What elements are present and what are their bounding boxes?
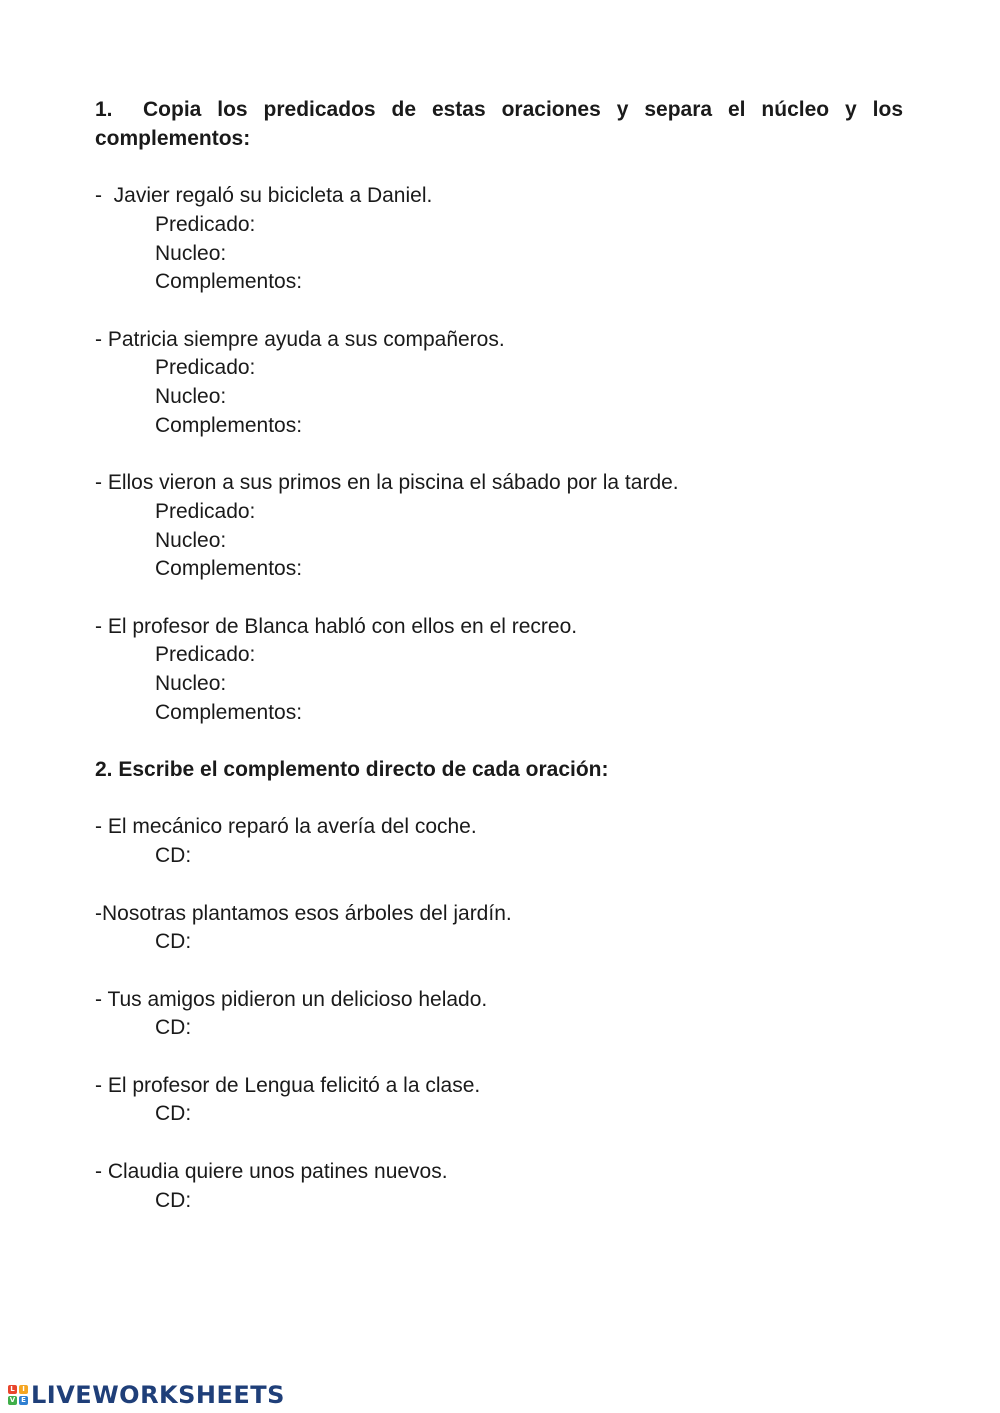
q2-sentence: - El mecánico reparó la avería del coche. <box>95 815 477 839</box>
q1-sentence: - El profesor de Blanca habló con ellos en el recreo. <box>95 614 578 638</box>
question-1-title <box>95 96 903 153</box>
nucleo-label: Nucleo: <box>155 385 227 408</box>
predicado-label: Predicado: <box>155 356 256 380</box>
cd-label: CD: <box>155 1016 192 1040</box>
q2-sentence: - Tus amigos pidieron un delicioso helado. <box>95 987 488 1011</box>
q1-item <box>95 182 903 297</box>
q2-sentence: - El profesor de Lengua felicitó a la clase. <box>95 1073 481 1097</box>
q2-item <box>95 813 903 870</box>
cd-label: CD: <box>155 930 192 954</box>
logo-letter-e: E <box>19 1396 28 1405</box>
cd-label: CD: <box>155 1102 192 1126</box>
question-1-text: Copia los predicados de estas oraciones y separa el núcleo y los complementos: <box>95 98 903 150</box>
q2-item <box>95 1072 903 1129</box>
logo-letter-v: V <box>9 1396 16 1404</box>
q1-item <box>95 469 903 584</box>
nucleo-label: Nucleo: <box>155 528 227 552</box>
predicado-label: Predicado: <box>155 643 256 667</box>
question-1-number: 1. <box>95 98 113 121</box>
q1-sentence: - Javier regaló su bicicleta a Daniel. <box>95 184 433 208</box>
q2-item <box>95 900 903 957</box>
complementos-label: Complementos: <box>155 557 303 581</box>
q1-item <box>95 326 903 441</box>
cd-label: CD: <box>155 844 192 868</box>
q2-item <box>95 986 903 1043</box>
complementos-label: Complementos: <box>155 413 303 437</box>
logo-letter-l: L <box>8 1385 17 1394</box>
question-2-title: 2. Escribe el complemento directo de cada oración: <box>95 758 609 782</box>
logo-letter-i: I <box>19 1385 28 1394</box>
q2-sentence: -Nosotras plantamos esos árboles del jardín. <box>95 901 512 925</box>
nucleo-label: Nucleo: <box>155 241 227 265</box>
nucleo-label: Nucleo: <box>155 672 227 695</box>
q1-sentence: - Ellos vieron a sus primos en la piscina el sábado por la tarde. <box>95 471 679 495</box>
cd-label: CD: <box>155 1188 192 1212</box>
predicado-label: Predicado: <box>155 212 256 236</box>
logo-mark-icon <box>8 1385 28 1405</box>
worksheet-page <box>95 96 903 1215</box>
liveworksheets-logo[interactable] <box>8 1381 285 1409</box>
complementos-label: Complementos: <box>155 700 303 724</box>
logo-text: LIVEWORKSHEETS <box>31 1381 285 1409</box>
q1-item <box>95 613 903 728</box>
predicado-label: Predicado: <box>155 499 256 523</box>
complementos-label: Complementos: <box>155 270 303 294</box>
q2-item <box>95 1158 903 1215</box>
q1-sentence: - Patricia siempre ayuda a sus compañeros. <box>95 327 505 351</box>
q2-sentence: - Claudia quiere unos patines nuevos. <box>95 1159 448 1183</box>
